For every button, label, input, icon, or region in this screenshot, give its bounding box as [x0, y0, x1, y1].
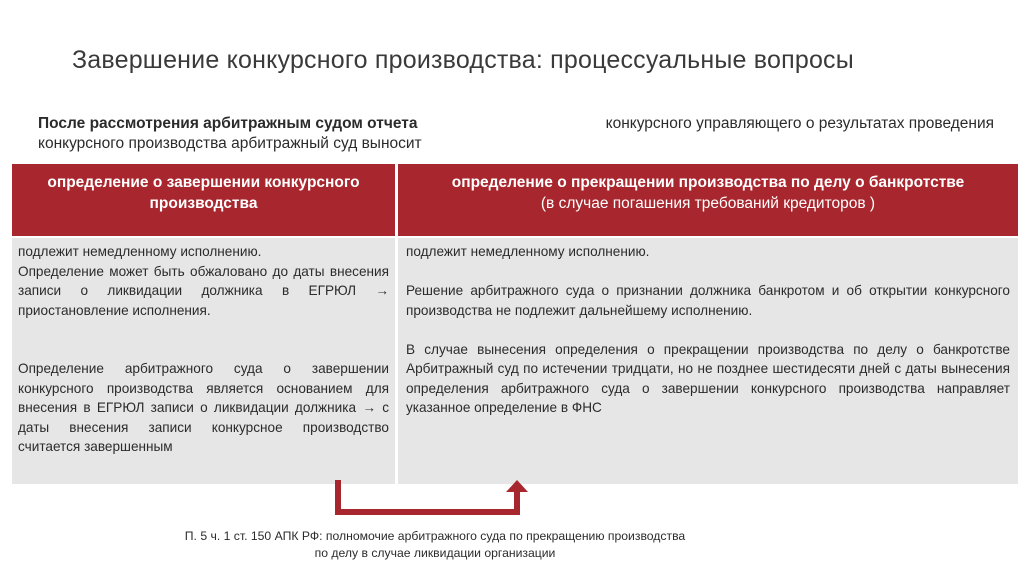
intro-text	[38, 114, 994, 154]
intro-line-1	[38, 114, 994, 134]
u-turn-arrow-icon	[330, 476, 540, 524]
right-header	[398, 164, 1018, 236]
intro-line-2: конкурсного производства арбитражный суд выносит	[38, 135, 422, 152]
comparison-table	[12, 164, 1018, 484]
right-paragraph-3: В случае вынесения определения о прекращении производства по делу о банкротстве Арбитражный суд по истечении тридцати, но не позднее шестидесяти дней с даты вынесения определения арбитражного суда о завершении конкурсного производства направляет указанное определение в ФНС	[406, 341, 1010, 415]
right-header-subtitle: (в случае погашения требований кредиторов )	[540, 195, 876, 212]
legal-note: П. 5 ч. 1 ст. 150 АПК РФ: полномочие арбитражного суда по прекращению производства по делу в случае ликвидации организации	[184, 529, 686, 560]
spacer	[406, 320, 1010, 340]
right-paragraph-2: Решение арбитражного суда о признании должника банкротом и об открытии конкурсного производства не подлежит дальнейшему исполнению.	[406, 283, 1010, 318]
right-paragraph-1: подлежит немедленному исполнению.	[406, 244, 650, 259]
intro-bold: После рассмотрения арбитражным судом отчета	[38, 115, 418, 132]
spacer	[18, 320, 389, 359]
left-paragraph-2: Определение может быть обжаловано до даты внесения записи о ликвидации должника в ЕГРЮЛ → приостановление исполнения.	[18, 263, 389, 318]
left-paragraph-3: Определение арбитражного суда о завершении конкурсного производства является основанием для внесения в ЕГРЮЛ записи о ликвидации должника → с даты внесения записи конкурсное производство считается завершенным	[18, 361, 389, 454]
intro-rest: конкурсного управляющего о результатах проведения	[605, 115, 994, 132]
left-paragraph-1: подлежит немедленному исполнению.	[18, 244, 262, 259]
left-cell	[12, 238, 395, 484]
spacer	[406, 262, 1010, 282]
left-header: определение о завершении конкурсного производства	[12, 164, 395, 236]
right-cell	[398, 238, 1018, 484]
right-header-title: определение о прекращении производства по делу о банкротстве	[451, 174, 965, 191]
slide-title: Завершение конкурсного производства: процессуальные вопросы	[72, 46, 854, 74]
